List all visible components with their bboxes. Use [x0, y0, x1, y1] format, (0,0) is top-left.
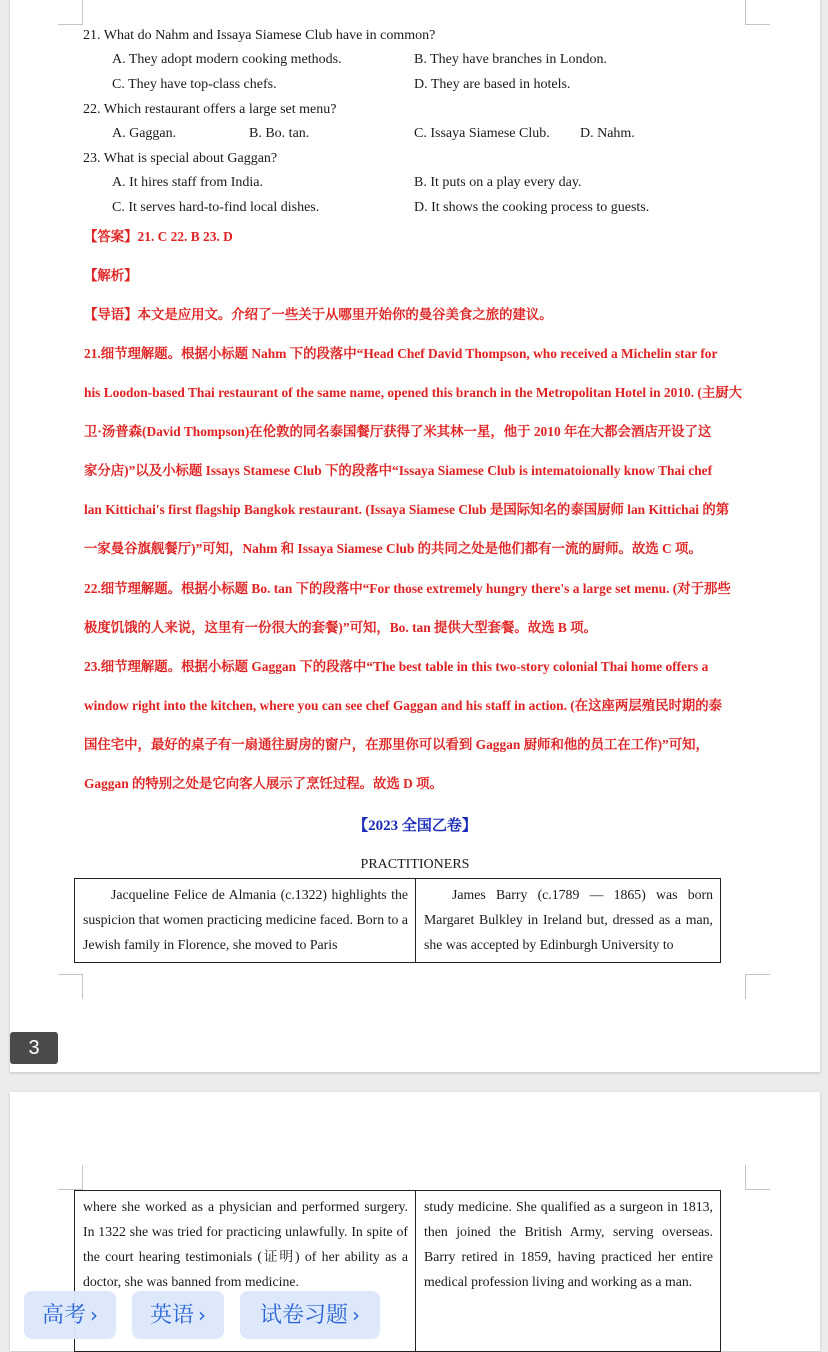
- table-cell-barry-continued: study medicine. She qualified as a surgeon in 1813, then joined the British Army, serving overseas. Barry retired in 1859, having practiced her entire medical profession living and working as a man.: [416, 1191, 721, 1352]
- crop-mark: [58, 0, 83, 25]
- explanation-line: window right into the kitchen, where you can see chef Gaggan and his staff in action. (在这座两层殖民时期的泰: [84, 698, 723, 713]
- crop-mark: [58, 974, 83, 999]
- question-23-stem: 23. What is special about Gaggan?: [83, 151, 278, 166]
- crop-mark: [58, 1165, 83, 1190]
- explanation-line: 极度饥饿的人来说，这里有一份很大的套餐)”可知，Bo. tan 提供大型套餐。故选 B 项。: [84, 620, 597, 635]
- exam-title: 【2023 全国乙卷】: [353, 818, 477, 834]
- question-23-option-d: D. It shows the cooking process to guests.: [414, 200, 650, 215]
- question-21-option-a: A. They adopt modern cooking methods.: [112, 52, 342, 67]
- crop-mark: [745, 1165, 770, 1190]
- table-cell-almania: Jacqueline Felice de Almania (c.1322) highlights the suspicion that women practicing medicine faced. Born to a Jewish family in Florence, she moved to Paris: [75, 879, 416, 963]
- explanation-line: lan Kittichai's first flagship Bangkok restaurant. (Issaya Siamese Club 是国际知名的泰国厨师 lan Kittichai 的第: [84, 502, 730, 517]
- explanation-line: 国住宅中，最好的桌子有一扇通往厨房的窗户，在那里你可以看到 Gaggan 厨师和他的员工在工作)”可知，: [84, 737, 709, 752]
- question-22-option-d: D. Nahm.: [580, 126, 635, 141]
- question-23-option-b: B. It puts on a play every day.: [414, 175, 582, 190]
- question-21-option-b: B. They have branches in London.: [414, 52, 607, 67]
- nav-chip-gaokao[interactable]: [24, 1291, 116, 1339]
- explanation-line: 21.细节理解题。根据小标题 Nahm 下的段落中“Head Chef David Thompson, who received a Michelin star for: [84, 346, 718, 361]
- table-cell-almania-continued: where she worked as a physician and performed surgery. In 1322 she was tried for practicing unlawfully. In spite of the court hearing testimonials (证明) of her ability as a doctor, she was banned from medicine.: [75, 1191, 416, 1352]
- question-22-option-a: A. Gaggan.: [112, 126, 177, 141]
- nav-chip-label: 高考: [41, 1303, 86, 1328]
- chevron-right-icon: ›: [90, 1303, 98, 1327]
- table-cell-barry: James Barry (c.1789 — 1865) was born Margaret Bulkley in Ireland but, dressed as a man, she was accepted by Edinburgh University to: [416, 879, 721, 963]
- chevron-right-icon: ›: [198, 1303, 206, 1327]
- explanation-line: 【导语】本文是应用文。介绍了一些关于从哪里开始你的曼谷美食之旅的建议。: [84, 307, 553, 322]
- nav-chip-label: 试卷习题: [259, 1303, 348, 1328]
- explanation-line: 一家曼谷旗舰餐厅)”可知，Nahm 和 Issaya Siamese Club 的共同之处是他们都有一流的厨师。故选 C 项。: [84, 541, 702, 556]
- question-23-option-a: A. It hires staff from India.: [112, 175, 263, 190]
- document-page-1: [10, 0, 820, 1072]
- nav-chip-exercises[interactable]: [240, 1291, 380, 1339]
- explanation-line: his Loodon-based Thai restaurant of the same name, opened this branch in the Metropolitan Hotel in 2010. (主厨大: [84, 385, 743, 400]
- explanation-line: 家分店)”以及小标题 Issays Stamese Club 下的段落中“Issaya Siamese Club is intematoionally know Thai chef: [84, 463, 713, 478]
- explanation-line: 23.细节理解题。根据小标题 Gaggan 下的段落中“The best table in this two-story colonial Thai home offers a: [84, 659, 709, 674]
- analysis-heading: 【解析】: [84, 268, 138, 283]
- question-22-option-c: C. Issaya Siamese Club.: [414, 126, 550, 141]
- passage-title: PRACTITIONERS: [360, 857, 470, 872]
- nav-chip-english[interactable]: [132, 1291, 224, 1339]
- explanation-line: Gaggan 的特别之处是它向客人展示了烹饪过程。故选 D 项。: [84, 776, 443, 791]
- question-22-option-b: B. Bo. tan.: [249, 126, 310, 141]
- explanation-line: 22.细节理解题。根据小标题 Bo. tan 下的段落中“For those extremely hungry there's a large set menu. (对于那些: [84, 581, 731, 596]
- page-number-badge: 3: [10, 1032, 58, 1064]
- crop-mark: [745, 0, 770, 25]
- chevron-right-icon: ›: [352, 1303, 360, 1327]
- question-22-stem: 22. Which restaurant offers a large set menu?: [83, 102, 337, 117]
- question-23-option-c: C. It serves hard-to-find local dishes.: [112, 200, 320, 215]
- question-21-stem: 21. What do Nahm and Issaya Siamese Club have in common?: [83, 28, 436, 43]
- table-row: [75, 879, 721, 963]
- question-21-option-d: D. They are based in hotels.: [414, 77, 571, 92]
- explanation-line: 卫·汤普森(David Thompson)在伦敦的同名泰国餐厅获得了米其林一星，他于 2010 年在大都会酒店开设了这: [84, 424, 712, 439]
- answer-key: 【答案】21. C 22. B 23. D: [84, 229, 233, 244]
- question-21-option-c: C. They have top-class chefs.: [112, 77, 277, 92]
- practitioners-table: [74, 878, 721, 963]
- nav-chip-label: 英语: [149, 1303, 194, 1328]
- crop-mark: [745, 974, 770, 999]
